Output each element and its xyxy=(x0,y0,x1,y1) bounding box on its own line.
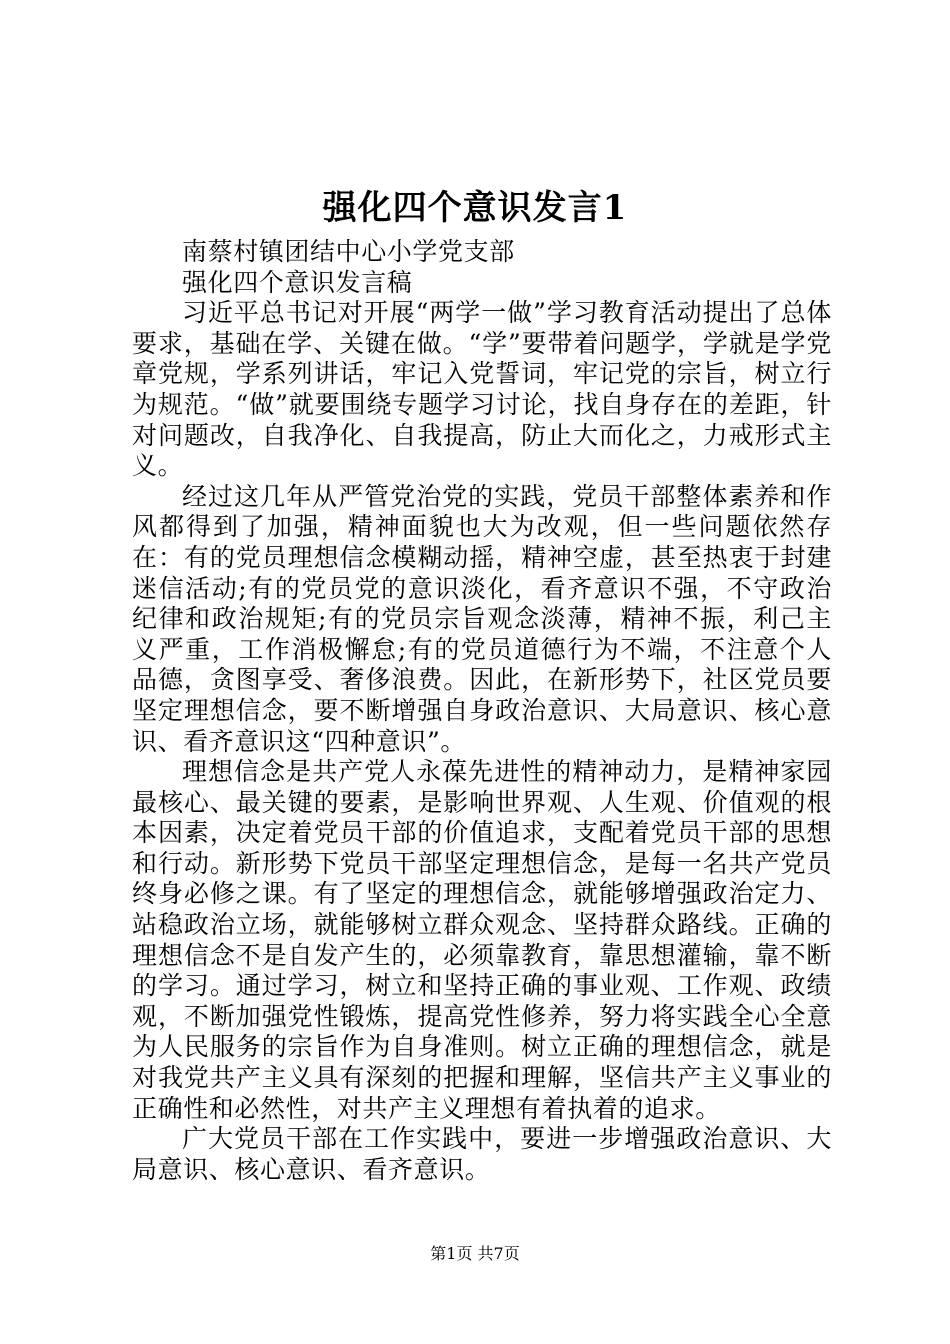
body-paragraph: 广大党员干部在工作实践中，要进一步增强政治意识、大局意识、核心意识、看齐意识。 xyxy=(132,1124,832,1184)
document-body xyxy=(132,237,832,1185)
document-title: 强化四个意识发言1 xyxy=(322,188,628,228)
body-paragraph: 习近平总书记对开展“两学一做”学习教育活动提出了总体要求，基础在学、关键在做。“学”要带着问题学，学就是学党章党规，学系列讲话，牢记入党誓词，牢记党的宗旨，树立行为规范。“做”就要围绕专题学习讨论，找自身存在的差距，针对问题改，自我净化、自我提高，防止大而化之，力戒形式主义。 xyxy=(132,298,832,481)
organization-line: 南蔡村镇团结中心小学党支部 xyxy=(182,237,515,266)
body-paragraph: 经过这几年从严管党治党的实践，党员干部整体素养和作风都得到了加强，精神面貌也大为改观，但一些问题依然存在：有的党员理想信念模糊动摇，精神空虚，甚至热衷于封建迷信活动;有的党员党的意识淡化，看齐意识不强，不守政治纪律和政治规矩;有的党员宗旨观念淡薄，精神不振，利己主义严重，工作消极懈怠;有的党员道德行为不端，不注意个人品德，贪图享受、奢侈浪费。因此，在新形势下，社区党员要坚定理想信念，要不断增强自身政治意识、大局意识、核心意识、看齐意识这“四种意识”。 xyxy=(132,481,832,756)
body-paragraph: 理想信念是共产党人永葆先进性的精神动力，是精神家园最核心、最关键的要素，是影响世界观、人生观、价值观的根本因素，决定着党员干部的价值追求，支配着党员干部的思想和行动。新形势下党员干部坚定理想信念，是每一名共产党员终身必修之课。有了坚定的理想信念，就能够增强政治定力、站稳政治立场，就能够树立群众观念、坚持群众路线。正确的理想信念不是自发产生的，必须靠教育，靠思想灌输，靠不断的学习。通过学习，树立和坚持正确的事业观、工作观、政绩观，不断加强党性锻炼，提高党性修养，努力将实践全心全意为人民服务的宗旨作为自身准则。树立正确的理想信念，就是对我党共产主义具有深刻的把握和理解，坚信共产主义事业的正确性和必然性，对共产主义理想有着执着的追求。 xyxy=(132,757,832,1123)
subtitle-line: 强化四个意识发言稿 xyxy=(182,267,413,297)
page-footer: 第1页 共7页 xyxy=(430,1244,520,1263)
